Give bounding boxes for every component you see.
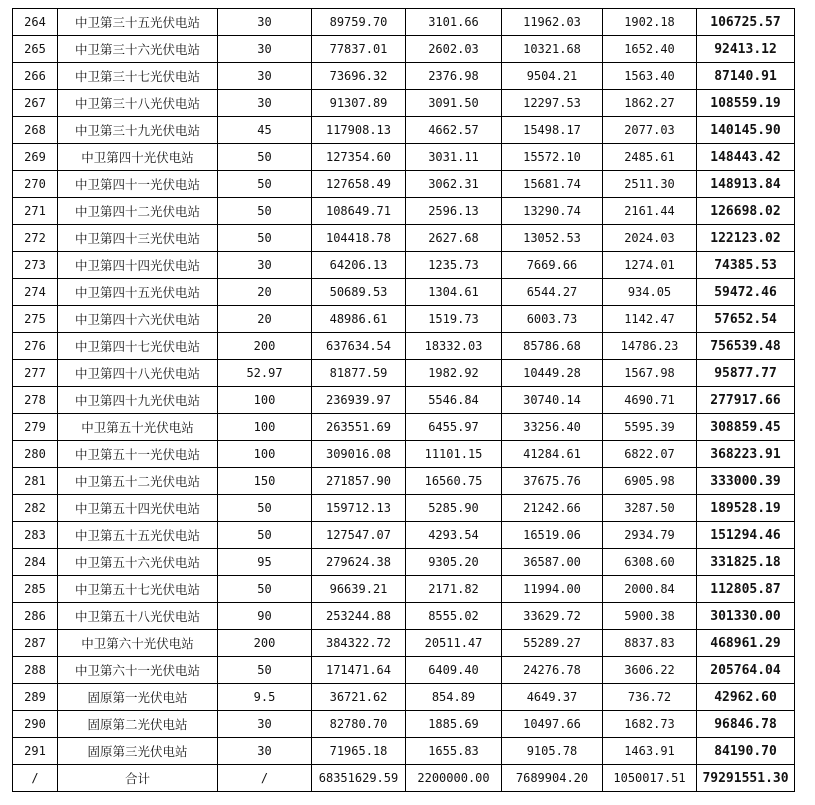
total-cell: 140145.90 [697,117,795,144]
value-a-cell: 48986.61 [312,306,406,333]
total-cell: 333000.39 [697,468,795,495]
value-a-cell: 108649.71 [312,198,406,225]
station-name-cell: 中卫第四十光伏电站 [58,144,218,171]
station-name-cell: 中卫第四十九光伏电站 [58,387,218,414]
value-d-cell: 3606.22 [603,657,697,684]
value-a-cell: 89759.70 [312,9,406,36]
value-a-cell: 127354.60 [312,144,406,171]
capacity-cell: 50 [218,171,312,198]
value-d-cell: 1862.27 [603,90,697,117]
station-name-cell: 中卫第三十五光伏电站 [58,9,218,36]
value-a-cell: 309016.08 [312,441,406,468]
value-b-cell: 1885.69 [406,711,502,738]
capacity-cell: 50 [218,576,312,603]
total-cell: 95877.77 [697,360,795,387]
capacity-cell: 50 [218,225,312,252]
station-name-cell: 中卫第四十三光伏电站 [58,225,218,252]
table-row [13,360,795,387]
row-index-cell: 268 [13,117,58,144]
value-a-cell: 384322.72 [312,630,406,657]
value-c-cell: 36587.00 [502,549,603,576]
value-b-cell: 5546.84 [406,387,502,414]
value-a-cell: 117908.13 [312,117,406,144]
power-station-table [12,8,795,792]
value-b-cell: 1519.73 [406,306,502,333]
value-d-cell: 1050017.51 [603,765,697,792]
total-cell: 59472.46 [697,279,795,306]
station-name-cell: 中卫第三十六光伏电站 [58,36,218,63]
value-a-cell: 96639.21 [312,576,406,603]
value-c-cell: 6544.27 [502,279,603,306]
value-b-cell: 11101.15 [406,441,502,468]
value-c-cell: 37675.76 [502,468,603,495]
total-cell: 96846.78 [697,711,795,738]
station-name-cell: 固原第二光伏电站 [58,711,218,738]
total-cell: 756539.48 [697,333,795,360]
total-cell: 331825.18 [697,549,795,576]
value-c-cell: 9105.78 [502,738,603,765]
station-name-cell: 中卫第四十二光伏电站 [58,198,218,225]
value-b-cell: 3101.66 [406,9,502,36]
total-cell: 79291551.30 [697,765,795,792]
table-row [13,522,795,549]
station-name-cell: 中卫第四十七光伏电站 [58,333,218,360]
station-name-cell: 中卫第四十八光伏电站 [58,360,218,387]
row-index-cell: 279 [13,414,58,441]
capacity-cell: 100 [218,414,312,441]
value-b-cell: 6455.97 [406,414,502,441]
value-c-cell: 7689904.20 [502,765,603,792]
value-b-cell: 1982.92 [406,360,502,387]
row-index-cell: 274 [13,279,58,306]
capacity-cell: 100 [218,387,312,414]
value-b-cell: 2602.03 [406,36,502,63]
station-name-cell: 中卫第五十一光伏电站 [58,441,218,468]
capacity-cell: 50 [218,522,312,549]
station-name-cell: 中卫第五十二光伏电站 [58,468,218,495]
total-cell: 148443.42 [697,144,795,171]
table-row [13,684,795,711]
table-row [13,657,795,684]
table-row [13,90,795,117]
value-d-cell: 8837.83 [603,630,697,657]
row-index-cell: 283 [13,522,58,549]
row-index-cell: 264 [13,9,58,36]
value-b-cell: 4662.57 [406,117,502,144]
value-d-cell: 1682.73 [603,711,697,738]
station-name-cell: 中卫第三十七光伏电站 [58,63,218,90]
station-name-cell: 中卫第三十八光伏电站 [58,90,218,117]
value-c-cell: 24276.78 [502,657,603,684]
value-a-cell: 104418.78 [312,225,406,252]
table-row [13,279,795,306]
row-index-cell: 276 [13,333,58,360]
capacity-cell: 20 [218,306,312,333]
value-d-cell: 1274.01 [603,252,697,279]
station-name-cell: 中卫第四十五光伏电站 [58,279,218,306]
table-row [13,171,795,198]
capacity-cell: 50 [218,144,312,171]
row-index-cell: 266 [13,63,58,90]
value-d-cell: 934.05 [603,279,697,306]
total-cell: 57652.54 [697,306,795,333]
value-a-cell: 50689.53 [312,279,406,306]
total-row [13,765,795,792]
value-c-cell: 85786.68 [502,333,603,360]
total-cell: 277917.66 [697,387,795,414]
value-a-cell: 71965.18 [312,738,406,765]
value-a-cell: 81877.59 [312,360,406,387]
table-row [13,630,795,657]
value-b-cell: 854.89 [406,684,502,711]
station-name-cell: 中卫第五十六光伏电站 [58,549,218,576]
total-cell: 84190.70 [697,738,795,765]
capacity-cell: 45 [218,117,312,144]
value-d-cell: 2161.44 [603,198,697,225]
table-row [13,36,795,63]
total-cell: 108559.19 [697,90,795,117]
value-c-cell: 4649.37 [502,684,603,711]
value-c-cell: 10321.68 [502,36,603,63]
value-a-cell: 171471.64 [312,657,406,684]
station-name-cell: 固原第三光伏电站 [58,738,218,765]
value-c-cell: 10497.66 [502,711,603,738]
value-a-cell: 263551.69 [312,414,406,441]
row-index-cell: 288 [13,657,58,684]
value-c-cell: 15498.17 [502,117,603,144]
table-row [13,198,795,225]
row-index-cell: 290 [13,711,58,738]
value-d-cell: 1563.40 [603,63,697,90]
capacity-cell: 30 [218,63,312,90]
row-index-cell: 272 [13,225,58,252]
row-index-cell: 280 [13,441,58,468]
value-a-cell: 253244.88 [312,603,406,630]
value-c-cell: 33256.40 [502,414,603,441]
value-d-cell: 6308.60 [603,549,697,576]
capacity-cell: 50 [218,657,312,684]
station-name-cell: 中卫第四十六光伏电站 [58,306,218,333]
value-d-cell: 1567.98 [603,360,697,387]
value-b-cell: 2596.13 [406,198,502,225]
value-c-cell: 33629.72 [502,603,603,630]
value-d-cell: 4690.71 [603,387,697,414]
total-cell: 106725.57 [697,9,795,36]
value-b-cell: 1304.61 [406,279,502,306]
station-name-cell: 中卫第四十一光伏电站 [58,171,218,198]
value-b-cell: 3031.11 [406,144,502,171]
value-a-cell: 127658.49 [312,171,406,198]
value-b-cell: 5285.90 [406,495,502,522]
total-cell: 151294.46 [697,522,795,549]
value-a-cell: 68351629.59 [312,765,406,792]
capacity-cell: 30 [218,711,312,738]
value-a-cell: 91307.89 [312,90,406,117]
total-cell: 126698.02 [697,198,795,225]
row-index-cell: 277 [13,360,58,387]
value-c-cell: 55289.27 [502,630,603,657]
value-b-cell: 2171.82 [406,576,502,603]
total-cell: 42962.60 [697,684,795,711]
station-name-cell: 中卫第五十四光伏电站 [58,495,218,522]
value-a-cell: 271857.90 [312,468,406,495]
capacity-cell: 50 [218,495,312,522]
value-a-cell: 82780.70 [312,711,406,738]
table-container [12,8,795,792]
total-cell: 368223.91 [697,441,795,468]
table-row [13,549,795,576]
capacity-cell: 100 [218,441,312,468]
total-cell: 468961.29 [697,630,795,657]
row-index-cell: 265 [13,36,58,63]
value-c-cell: 9504.21 [502,63,603,90]
capacity-cell: 30 [218,738,312,765]
capacity-cell: / [218,765,312,792]
value-d-cell: 5595.39 [603,414,697,441]
value-b-cell: 4293.54 [406,522,502,549]
row-index-cell: 267 [13,90,58,117]
table-row [13,306,795,333]
row-index-cell: 289 [13,684,58,711]
value-d-cell: 2485.61 [603,144,697,171]
value-b-cell: 1655.83 [406,738,502,765]
value-d-cell: 14786.23 [603,333,697,360]
table-row [13,252,795,279]
capacity-cell: 90 [218,603,312,630]
row-index-cell: 285 [13,576,58,603]
total-cell: 122123.02 [697,225,795,252]
value-b-cell: 18332.03 [406,333,502,360]
value-b-cell: 3062.31 [406,171,502,198]
value-a-cell: 73696.32 [312,63,406,90]
capacity-cell: 52.97 [218,360,312,387]
station-name-cell: 中卫第四十四光伏电站 [58,252,218,279]
total-cell: 189528.19 [697,495,795,522]
table-row [13,711,795,738]
value-a-cell: 77837.01 [312,36,406,63]
table-body [13,9,795,792]
value-b-cell: 9305.20 [406,549,502,576]
table-row [13,9,795,36]
value-a-cell: 64206.13 [312,252,406,279]
value-a-cell: 637634.54 [312,333,406,360]
value-d-cell: 6822.07 [603,441,697,468]
table-row [13,495,795,522]
capacity-cell: 9.5 [218,684,312,711]
total-cell: 148913.84 [697,171,795,198]
row-index-cell: / [13,765,58,792]
table-row [13,387,795,414]
value-c-cell: 12297.53 [502,90,603,117]
table-row [13,414,795,441]
station-name-cell: 合计 [58,765,218,792]
row-index-cell: 287 [13,630,58,657]
value-c-cell: 11962.03 [502,9,603,36]
table-row [13,225,795,252]
value-b-cell: 8555.02 [406,603,502,630]
value-d-cell: 3287.50 [603,495,697,522]
value-b-cell: 2200000.00 [406,765,502,792]
value-d-cell: 2511.30 [603,171,697,198]
value-d-cell: 2024.03 [603,225,697,252]
row-index-cell: 281 [13,468,58,495]
capacity-cell: 30 [218,90,312,117]
value-c-cell: 11994.00 [502,576,603,603]
row-index-cell: 286 [13,603,58,630]
value-b-cell: 16560.75 [406,468,502,495]
table-row [13,603,795,630]
total-cell: 308859.45 [697,414,795,441]
capacity-cell: 30 [218,36,312,63]
capacity-cell: 50 [218,198,312,225]
value-a-cell: 279624.38 [312,549,406,576]
value-d-cell: 1142.47 [603,306,697,333]
value-d-cell: 2000.84 [603,576,697,603]
row-index-cell: 291 [13,738,58,765]
row-index-cell: 269 [13,144,58,171]
value-a-cell: 36721.62 [312,684,406,711]
value-b-cell: 3091.50 [406,90,502,117]
total-cell: 301330.00 [697,603,795,630]
value-d-cell: 1902.18 [603,9,697,36]
table-row [13,117,795,144]
row-index-cell: 273 [13,252,58,279]
station-name-cell: 中卫第五十七光伏电站 [58,576,218,603]
total-cell: 87140.91 [697,63,795,90]
value-c-cell: 16519.06 [502,522,603,549]
value-c-cell: 15572.10 [502,144,603,171]
table-row [13,144,795,171]
value-d-cell: 6905.98 [603,468,697,495]
row-index-cell: 278 [13,387,58,414]
capacity-cell: 200 [218,333,312,360]
total-cell: 205764.04 [697,657,795,684]
row-index-cell: 270 [13,171,58,198]
value-d-cell: 2077.03 [603,117,697,144]
station-name-cell: 中卫第五十光伏电站 [58,414,218,441]
row-index-cell: 284 [13,549,58,576]
value-c-cell: 15681.74 [502,171,603,198]
value-d-cell: 5900.38 [603,603,697,630]
value-a-cell: 236939.97 [312,387,406,414]
value-b-cell: 1235.73 [406,252,502,279]
total-cell: 112805.87 [697,576,795,603]
value-b-cell: 2376.98 [406,63,502,90]
station-name-cell: 中卫第六十一光伏电站 [58,657,218,684]
table-row [13,333,795,360]
value-d-cell: 1652.40 [603,36,697,63]
capacity-cell: 200 [218,630,312,657]
capacity-cell: 150 [218,468,312,495]
row-index-cell: 275 [13,306,58,333]
capacity-cell: 95 [218,549,312,576]
table-row [13,738,795,765]
station-name-cell: 固原第一光伏电站 [58,684,218,711]
capacity-cell: 30 [218,9,312,36]
station-name-cell: 中卫第三十九光伏电站 [58,117,218,144]
table-row [13,63,795,90]
value-c-cell: 6003.73 [502,306,603,333]
value-b-cell: 2627.68 [406,225,502,252]
value-b-cell: 20511.47 [406,630,502,657]
row-index-cell: 282 [13,495,58,522]
value-c-cell: 21242.66 [502,495,603,522]
table-row [13,468,795,495]
station-name-cell: 中卫第六十光伏电站 [58,630,218,657]
station-name-cell: 中卫第五十五光伏电站 [58,522,218,549]
value-c-cell: 7669.66 [502,252,603,279]
capacity-cell: 30 [218,252,312,279]
value-c-cell: 13052.53 [502,225,603,252]
value-d-cell: 736.72 [603,684,697,711]
value-d-cell: 1463.91 [603,738,697,765]
table-row [13,441,795,468]
value-c-cell: 10449.28 [502,360,603,387]
total-cell: 92413.12 [697,36,795,63]
value-c-cell: 13290.74 [502,198,603,225]
table-row [13,576,795,603]
value-d-cell: 2934.79 [603,522,697,549]
value-c-cell: 30740.14 [502,387,603,414]
value-b-cell: 6409.40 [406,657,502,684]
row-index-cell: 271 [13,198,58,225]
station-name-cell: 中卫第五十八光伏电站 [58,603,218,630]
capacity-cell: 20 [218,279,312,306]
total-cell: 74385.53 [697,252,795,279]
value-a-cell: 159712.13 [312,495,406,522]
value-c-cell: 41284.61 [502,441,603,468]
value-a-cell: 127547.07 [312,522,406,549]
